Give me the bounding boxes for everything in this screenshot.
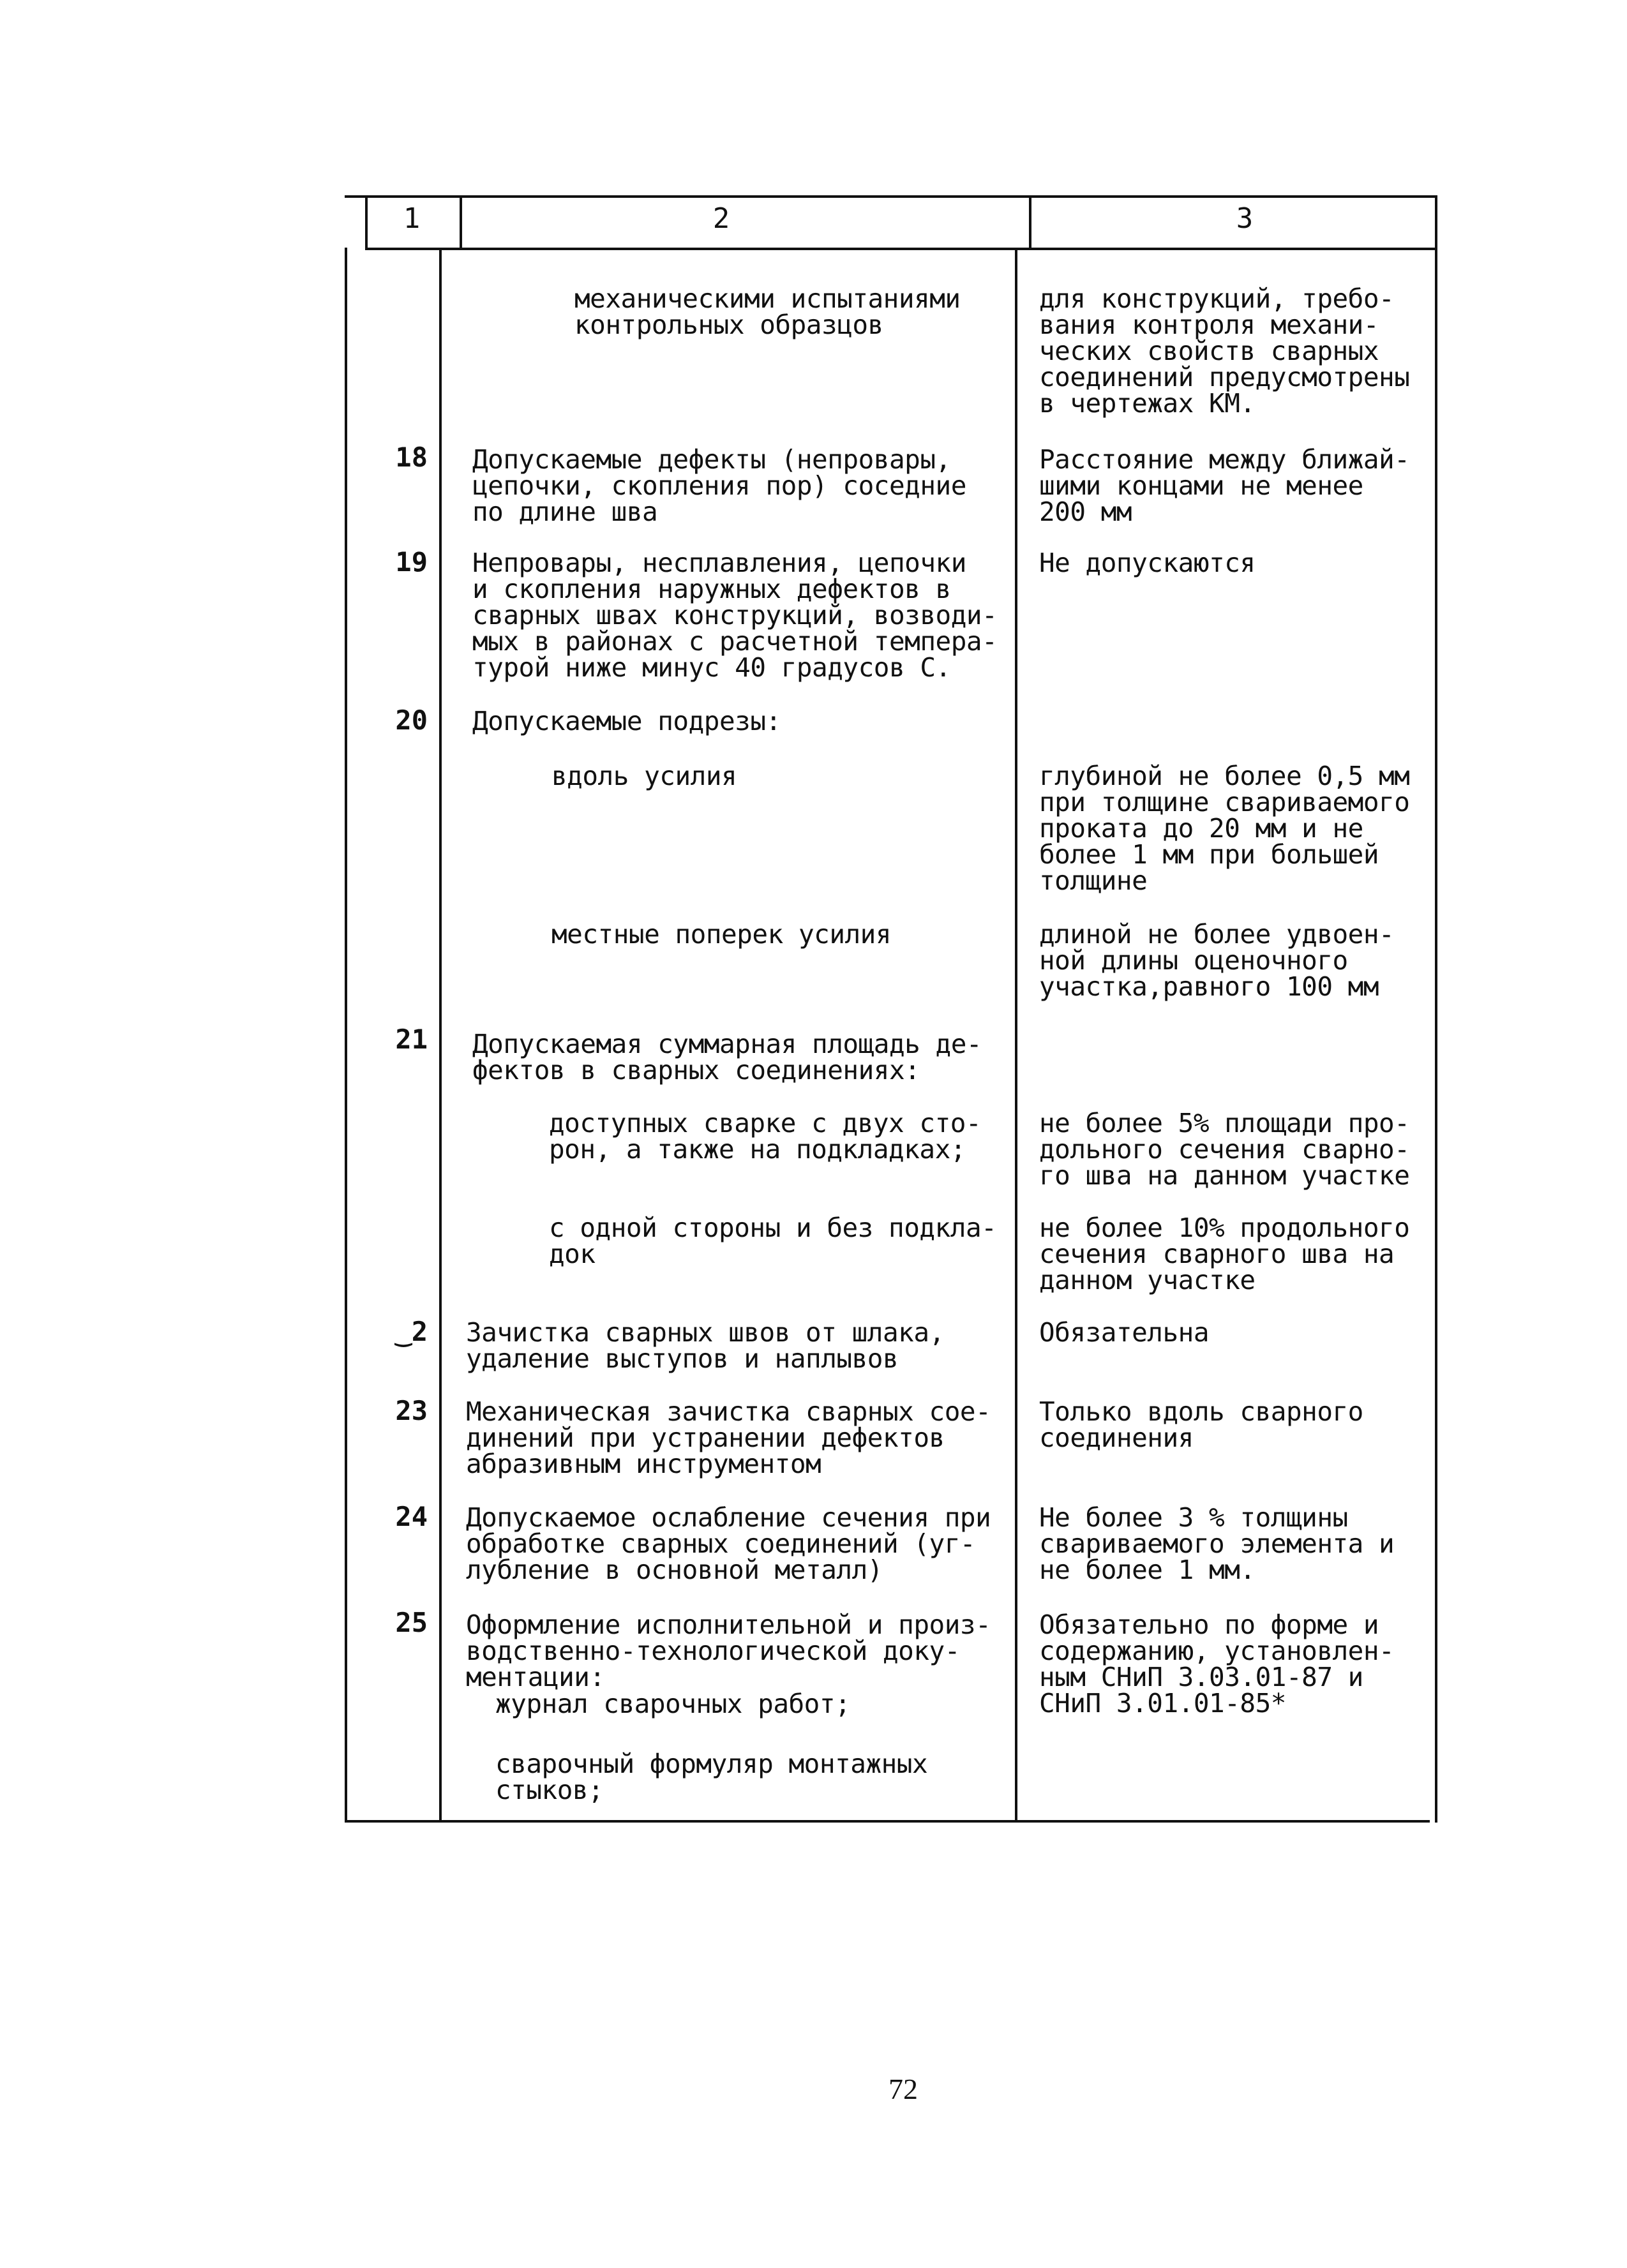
row-desc: механическими испытаниями контрольных образцов [574,283,961,340]
row-number: 18 [395,442,428,473]
row-number: 25 [395,1607,428,1638]
header-bottom-border [365,248,1437,250]
row-req: Не более 3 % толщины свариваемого элемента и не более 1 мм. [1039,1502,1395,1585]
row-desc: местные поперек усилия [551,919,892,950]
row-desc: сварочный формуляр монтажных стыков; [495,1749,928,1805]
row-desc: Оформление исполнительной и произ- водственно-технологической доку- ментации: [466,1609,991,1692]
table-bottom-border [345,1820,1430,1823]
row-req: Не допускаются [1039,548,1256,578]
column-divider-2-lower [1015,248,1017,1823]
column-divider-1 [460,195,462,248]
row-number: 21 [395,1024,428,1055]
header-col-1: 1 [403,202,421,235]
row-req: Расстояние между ближай- шими концами не менее 200 мм [1039,444,1410,527]
column-divider-2 [1029,195,1031,248]
row-req: Только вдоль сварного соединения [1039,1396,1363,1453]
row-desc: Непровары, несплавления, цепочки и скопления наружных дефектов в сварных швах конструкций, возводи- мых в районах с расчетной темпера- турой ниже минус 40 градусов С. [472,548,998,683]
row-desc: Механическая зачистка сварных сое- динений при устранении дефектов абразивным инструментом [466,1396,991,1479]
row-number: ‿2 [395,1316,428,1347]
row-desc: Допускаемая суммарная площадь де- фектов в сварных соединениях: [472,1029,982,1086]
row-desc: доступных сварке с двух сто- рон, а также на подкладках; [549,1108,982,1165]
row-req: длиной не более удвоен- ной длины оценочного участка,равного 100 мм [1039,919,1395,1002]
row-req: глубиной не более 0,5 мм при толщине свариваемого проката до 20 мм и не более 1 мм при большей толщине [1039,761,1410,896]
table-top-border [345,195,1437,198]
row-number: 23 [395,1395,428,1426]
row-desc: Допускаемые дефекты (непровары, цепочки, скопления пор) соседние по длине шва [472,444,966,527]
row-desc: с одной стороны и без подкла- док [549,1212,997,1269]
row-req: Обязательно по форме и содержанию, установлен- ным СНиП 3.03.01-87 и СНиП 3.01.01-85* [1039,1609,1395,1719]
row-req: не более 10% продольного сечения сварного шва на данном участке [1039,1212,1410,1295]
table-left-border-lower [345,248,347,1823]
row-desc: журнал сварочных работ; [495,1689,851,1719]
row-req: не более 5% площади про- дольного сечения сварно- го шва на данном участке [1039,1108,1410,1191]
row-desc: Допускаемые подрезы: [472,706,781,736]
row-desc: Зачистка сварных швов от шлака, удаление выступов и наплывов [466,1317,945,1374]
table-right-border [1435,195,1437,1823]
row-req: Обязательна [1039,1317,1210,1348]
row-number: 19 [395,546,428,578]
header-col-2: 2 [712,202,730,235]
row-req: для конструкций, требо- вания контроля механи- ческих свойств сварных соединений предусмотрены в чертежах КМ. [1039,283,1410,419]
row-desc: вдоль усилия [551,761,737,791]
row-desc: Допускаемое ослабление сечения при обработке сварных соединений (уг- лубление в основной металл) [466,1502,991,1585]
table-left-border [365,195,368,248]
page-number: 72 [888,2073,918,2105]
column-divider-1-lower [439,248,442,1823]
row-number: 24 [395,1501,428,1532]
header-col-3: 3 [1236,202,1254,235]
row-number: 20 [395,705,428,736]
